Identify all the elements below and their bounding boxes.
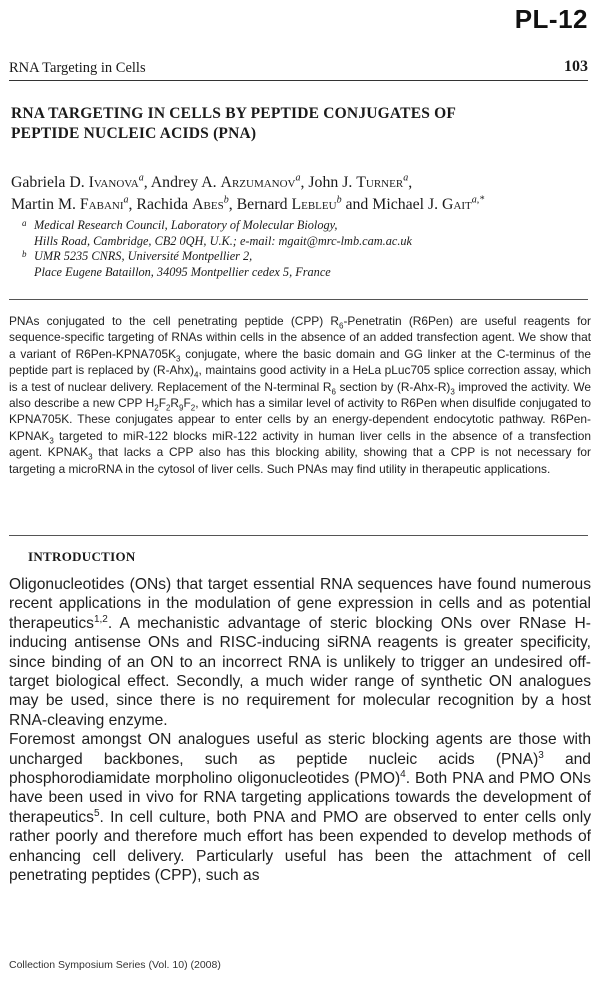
affiliations	[22, 218, 587, 280]
author-first-name: Martin M.	[11, 196, 80, 213]
subscript: 3	[88, 452, 93, 462]
text-run: improved the activity. We also describe a new CPP H	[9, 379, 591, 411]
page-footer: Collection Symposium Series (Vol. 10) (2008)	[9, 959, 221, 971]
affiliation-line: Hills Road, Cambridge, CB2 0QH, U.K.; e-mail: mgait@mrc-lmb.cam.ac.uk	[34, 233, 413, 248]
author-affiliation-mark: a	[123, 194, 129, 206]
author-first-name: Bernard	[236, 196, 292, 213]
author	[11, 174, 144, 191]
author-separator: ,	[143, 174, 151, 191]
affiliation-line: Place Eugene Bataillon, 34095 Montpellier cedex 5, France	[34, 264, 331, 279]
author	[11, 196, 129, 213]
text-run: conjugate, where the basic domain and GG linker at the C-terminus of the peptide part is replaced by (R-Ahx)	[9, 346, 591, 378]
author-separator: ,	[228, 196, 237, 213]
citation-superscript: 4	[400, 768, 406, 780]
subscript: 3	[450, 387, 455, 396]
text-run: targeted to miR-122 blocks miR-122 activity in human liver cells in the absence of a transfection agent. KPNAK	[9, 428, 591, 460]
author-last-name: Abes	[192, 196, 224, 213]
running-head	[9, 58, 588, 81]
author-last-name: Turner	[356, 174, 404, 191]
body-paragraph	[9, 575, 591, 730]
text-run: . Both PNA and PMO ONs have been used in vivo for RNA targeting applications towards the development of therapeutics	[9, 770, 591, 826]
subscript: 2	[154, 403, 159, 413]
author-affiliation-mark: a	[295, 172, 301, 184]
subscript: 9	[179, 403, 184, 413]
text-run: , maintains good activity in a HeLa pLuc705 splice correction assay, which is a test of nuclear delivery. Replacement of the N-terminal R	[9, 363, 592, 394]
author-last-name: Ivanova	[88, 174, 139, 191]
author-affiliation-mark: b	[223, 194, 229, 206]
author-last-name: Lebleu	[291, 196, 337, 213]
text-run: F	[183, 396, 191, 411]
abstract	[9, 313, 591, 477]
author-first-name: Andrey A.	[150, 174, 221, 191]
author-separator: ,	[128, 196, 137, 213]
section-heading: INTRODUCTION	[28, 549, 136, 564]
affiliation-mark: b	[22, 249, 27, 260]
text-run: -Penetratin (R6Pen) are useful reagents for sequence-specific targeting of RNAs within cells in the absence of an added transfection agent. We show that a variant of R6Pen-KPNA705K	[9, 314, 591, 361]
author-separator: ,	[408, 174, 413, 191]
page-number: 103	[564, 58, 588, 75]
subscript: 2	[190, 403, 196, 413]
subscript: 2	[165, 403, 171, 413]
author-list	[11, 172, 591, 216]
divider-top	[9, 299, 588, 300]
affiliation-line: Medical Research Council, Laboratory of Molecular Biology,	[34, 218, 338, 232]
body-text	[9, 575, 591, 886]
author-affiliation-mark: a,*	[471, 194, 485, 206]
author	[372, 196, 484, 213]
affiliation-a	[22, 218, 587, 249]
author-last-name: Fabani	[79, 196, 124, 213]
subscript: 6	[331, 387, 336, 396]
author-last-name: Arzumanov	[220, 174, 296, 191]
citation-superscript: 3	[538, 749, 544, 761]
paper-title	[11, 104, 571, 144]
citation-superscript: 5	[93, 807, 100, 819]
author-separator: and	[341, 196, 373, 213]
paper-title-line-2: PEPTIDE NUCLEIC ACIDS (PNA)	[11, 125, 257, 142]
author-first-name: John J.	[308, 174, 357, 191]
affiliation-b	[22, 249, 587, 280]
text-run: section by (R-Ahx-R)	[335, 379, 451, 394]
author-affiliation-mark: b	[336, 194, 342, 206]
citation-superscript: 1,2	[93, 613, 108, 625]
text-run: . A mechanistic advantage of steric blocking ONs over RNase H-inducing antisense ONs and RISC-inducing siRNA reagents is greater specificity, since binding of an ON to an incorrect RNA is unlikely to trigger an undesired off-target biological effect. Secondly, a much wider range of synthetic ON analogues may be used, since there is no requirement for molecular recognition by a host RNA-cleaving enzyme.	[9, 614, 591, 729]
divider-middle	[9, 535, 588, 536]
affiliation-mark: a	[22, 218, 27, 228]
text-run: Oligonucleotides (ONs) that target essential RNA sequences have found numerous recent applications in the modulation of gene expression in cells and as potential therapeutics	[9, 576, 591, 632]
author-first-name: Michael J.	[372, 196, 443, 213]
author-last-name: Gait	[442, 196, 472, 213]
affiliation-line: UMR 5235 CNRS, Université Montpellier 2,	[34, 249, 253, 264]
running-head-title: RNA Targeting in Cells	[9, 60, 146, 76]
author-first-name: Gabriela D.	[11, 174, 89, 191]
page-id: PL-12	[514, 4, 588, 34]
author	[308, 174, 408, 191]
author	[136, 196, 228, 213]
text-run: , which has a similar level of activity to R6Pen when disulfide conjugated to KPNA705K. These conjugates appear to enter cells by an energy-dependent endocytotic pathway. R6Pen-KPNAK	[9, 396, 591, 443]
text-run: PNAs conjugated to the cell penetrating peptide (CPP) R	[9, 314, 339, 328]
author-first-name: Rachida	[136, 196, 193, 213]
author	[151, 174, 301, 191]
text-run: . In cell culture, both PNA and PMO are observed to enter cells only rather poorly and therefore much effort has been expended to develop methods of enhancing cell delivery. Particularly useful has been the attachment of cell penetrating peptides (CPP), such as	[9, 808, 591, 885]
author-affiliation-mark: a	[138, 172, 144, 184]
subscript: 3	[176, 354, 181, 364]
text-run: F	[158, 396, 166, 411]
text-run: Foremost amongst ON analogues useful as steric blocking agents are those with uncharged backbones, such as peptide nucleic acids (PNA)	[9, 731, 591, 768]
text-run: R	[170, 396, 180, 411]
subscript: 3	[49, 436, 54, 446]
author-separator: ,	[300, 174, 309, 191]
body-paragraph	[9, 730, 591, 885]
paper-title-line-1: RNA TARGETING IN CELLS BY PEPTIDE CONJUGATES OF	[11, 105, 457, 122]
subscript: 6	[339, 321, 344, 331]
text-run: and phosphorodiamidate morpholino oligonucleotides (PMO)	[9, 750, 591, 788]
author	[237, 196, 342, 213]
text-run: that lacks a CPP also has this blocking ability, showing that a CPP is not necessary for targeting a microRNA in the cytosol of liver cells. Such PNAs may find utility in therapeutic applications.	[9, 445, 591, 476]
subscript: 4	[194, 370, 199, 380]
author-affiliation-mark: a	[403, 172, 409, 184]
